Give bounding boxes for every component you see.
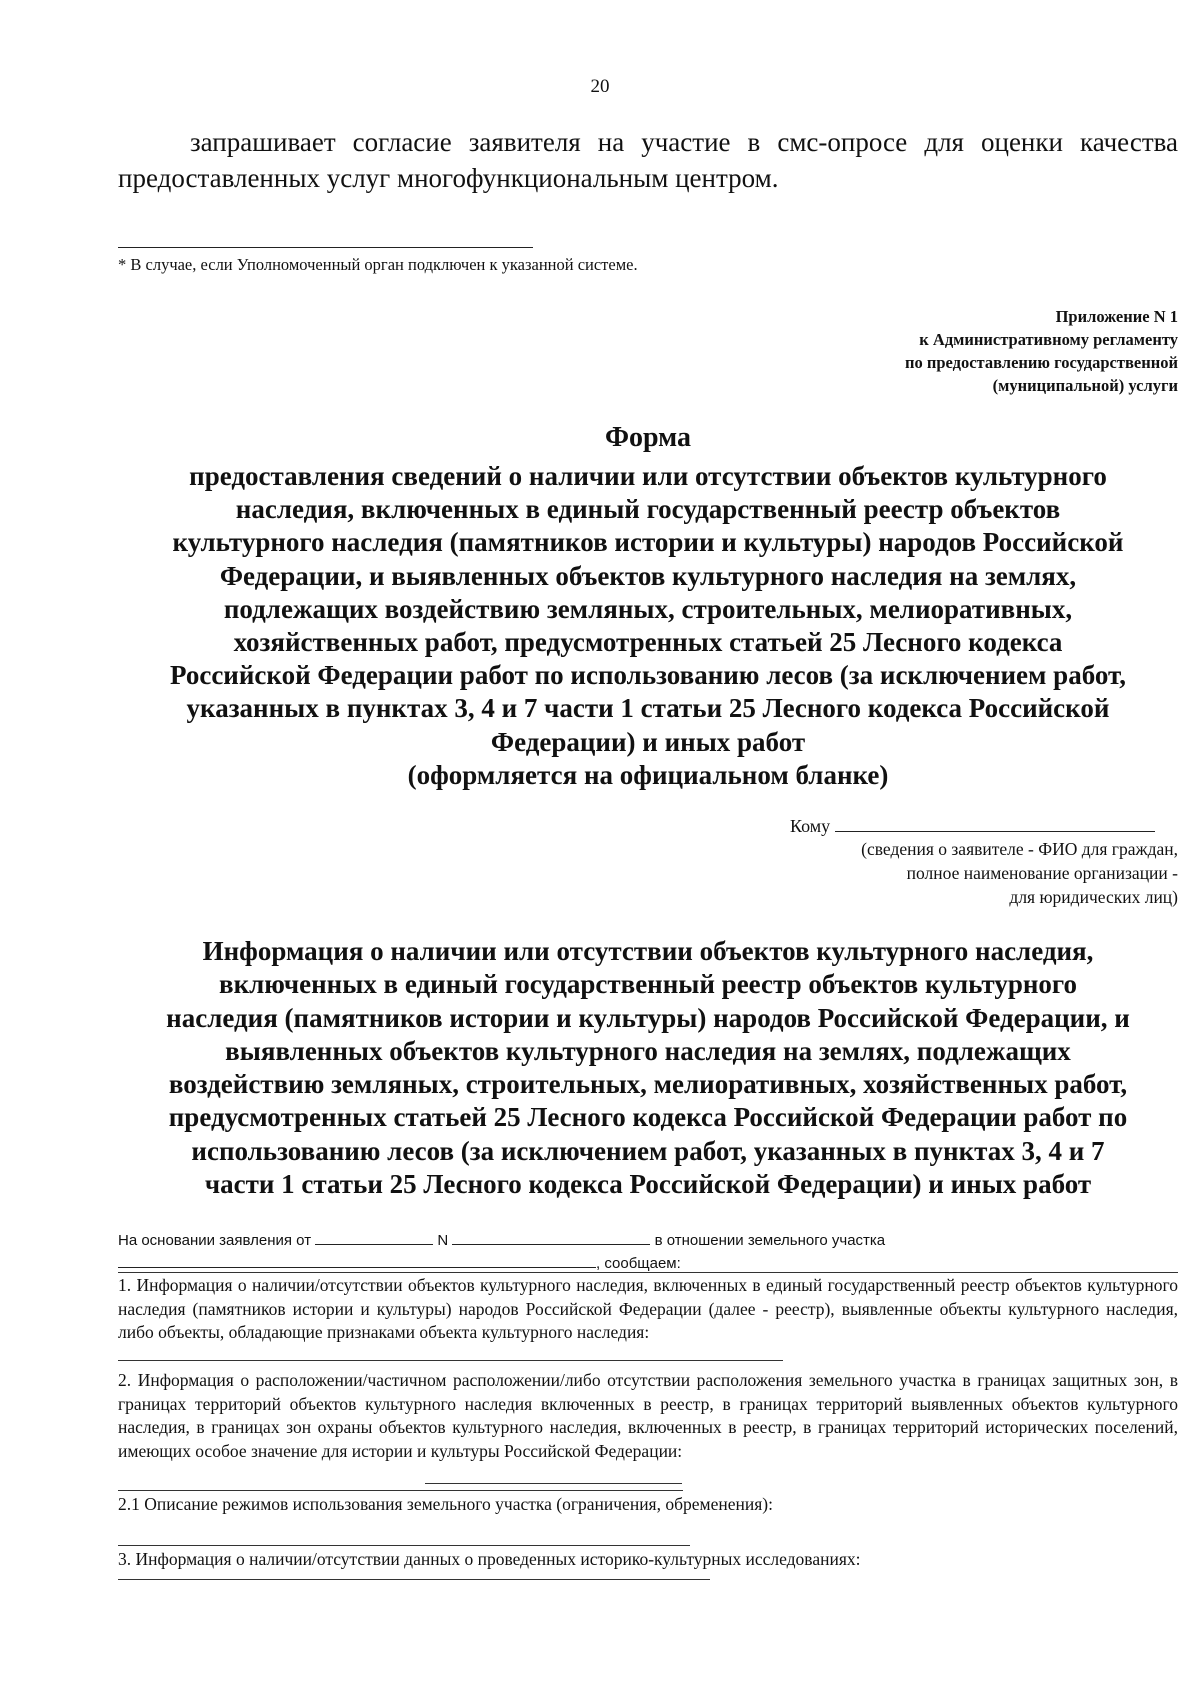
intro-text: запрашивает согласие заявителя на участие в смс-опросе для оценки качества предоставленных услуг многофункциональным центром. <box>118 127 1178 193</box>
date-blank[interactable] <box>315 1228 433 1245</box>
info-title-line: использованию лесов (за исключением работ, указанных в пунктах 3, 4 и 7 <box>191 1135 1105 1166</box>
item-2-1: 2.1 Описание режимов использования земельного участка (ограничения, обременения): <box>118 1494 773 1514</box>
footnote-separator <box>118 247 533 248</box>
appendix-line: (муниципальной) услуги <box>992 376 1178 395</box>
intro-paragraph <box>118 124 1178 196</box>
info-title-line: воздействию земляных, строительных, мелиоративных, хозяйственных работ, <box>168 1069 1128 1100</box>
appendix-line: Приложение N 1 <box>1055 307 1178 326</box>
recipient-hint <box>861 837 1178 909</box>
appendix-header <box>905 305 1178 397</box>
appendix-line: к Административному регламенту <box>919 330 1178 349</box>
recipient-blank[interactable] <box>835 815 1155 832</box>
basis-report: , сообщаем: <box>596 1255 681 1272</box>
item-1-answer-line[interactable] <box>118 1360 783 1361</box>
appendix-line: по предоставлению государственной <box>904 353 1178 372</box>
number-label: N <box>437 1232 449 1249</box>
item-2: 2. Информация о расположении/частичном расположении/либо отсутствии расположения земельного участка в границах защитных зон, в границах территорий объектов культурного наследия включенных в реестр, в границах территорий выявленных объектов культурного наследия, в границах зон охраны объектов культурного наследия, включенных в реестр, в границах территорий исторических поселений, имеющих особое значение для истории и культуры Российской Федерации: <box>118 1370 1178 1461</box>
item-1: 1. Информация о наличии/отсутствии объектов культурного наследия, включенных в единый государственный реестр объектов культурного наследия (памятников истории и культуры) народов Российской Федерации (далее - реестр), выявленные объекты культурного наследия, либо объекты, обладающие признаками объекта культурного наследия: <box>118 1275 1178 1342</box>
basis-line-2 <box>118 1251 681 1272</box>
info-title <box>118 935 1178 1201</box>
page-number: 20 <box>590 76 610 97</box>
land-plot-blank[interactable] <box>118 1251 596 1268</box>
info-title-line: выявленных объектов культурного наследия на землях, подлежащих <box>225 1035 1071 1066</box>
form-line: Российской Федерации работ по использованию лесов (за исключением работ, <box>170 660 1126 691</box>
form-note: (оформляется на официальном бланке) <box>407 760 889 790</box>
form-line: подлежащих воздействию земляных, строительных, мелиоративных, <box>223 593 1073 624</box>
form-line: наследия, включенных в единый государственный реестр объектов <box>235 494 1061 525</box>
item-3: 3. Информация о наличии/отсутствии данных о проведенных историко-культурных исследованиях: <box>118 1549 861 1569</box>
form-line: Федерации) и иных работ <box>490 726 806 757</box>
form-line: хозяйственных работ, предусмотренных статьей 25 Лесного кодекса <box>233 627 1063 658</box>
item-2-1-answer-line[interactable] <box>118 1545 690 1546</box>
basis-line <box>118 1228 885 1249</box>
form-line: Федерации, и выявленных объектов культурного наследия на землях, <box>219 560 1077 591</box>
form-title: Форма <box>604 422 692 453</box>
separator-line <box>118 1272 1178 1273</box>
item-3-answer-line[interactable] <box>118 1579 710 1580</box>
info-title-line: части 1 статьи 25 Лесного кодекса Российской Федерации) и иных работ <box>204 1169 1092 1200</box>
item-2-answer-line[interactable] <box>425 1483 682 1484</box>
basis-prefix: На основании заявления от <box>118 1232 312 1249</box>
info-title-line: Информация о наличии или отсутствии объектов культурного наследия, <box>202 936 1094 966</box>
recipient-hint-line: для юридических лиц) <box>1009 887 1178 907</box>
form-line: культурного наследия (памятников истории и культуры) народов Российской <box>172 527 1124 558</box>
recipient-label: Кому <box>790 816 831 836</box>
info-title-line: предусмотренных статьей 25 Лесного кодекса Российской Федерации работ по <box>168 1102 1128 1133</box>
recipient-hint-line: полное наименование организации - <box>906 863 1178 883</box>
info-title-line: наследия (памятников истории и культуры) народов Российской Федерации, и <box>166 1002 1130 1033</box>
recipient-field <box>790 815 1155 836</box>
separator-line <box>118 1490 683 1491</box>
basis-suffix: в отношении земельного участка <box>654 1232 886 1249</box>
recipient-hint-line: (сведения о заявителе - ФИО для граждан, <box>861 839 1178 859</box>
info-title-line: включенных в единый государственный реестр объектов культурного <box>219 969 1077 1000</box>
form-line: указанных в пунктах 3, 4 и 7 части 1 статьи 25 Лесного кодекса Российской <box>186 693 1110 724</box>
form-description <box>118 460 1178 759</box>
form-line: предоставления сведений о наличии или отсутствии объектов культурного <box>189 461 1107 491</box>
footnote: * В случае, если Уполномоченный орган подключен к указанной системе. <box>118 255 638 274</box>
number-blank[interactable] <box>452 1228 650 1245</box>
